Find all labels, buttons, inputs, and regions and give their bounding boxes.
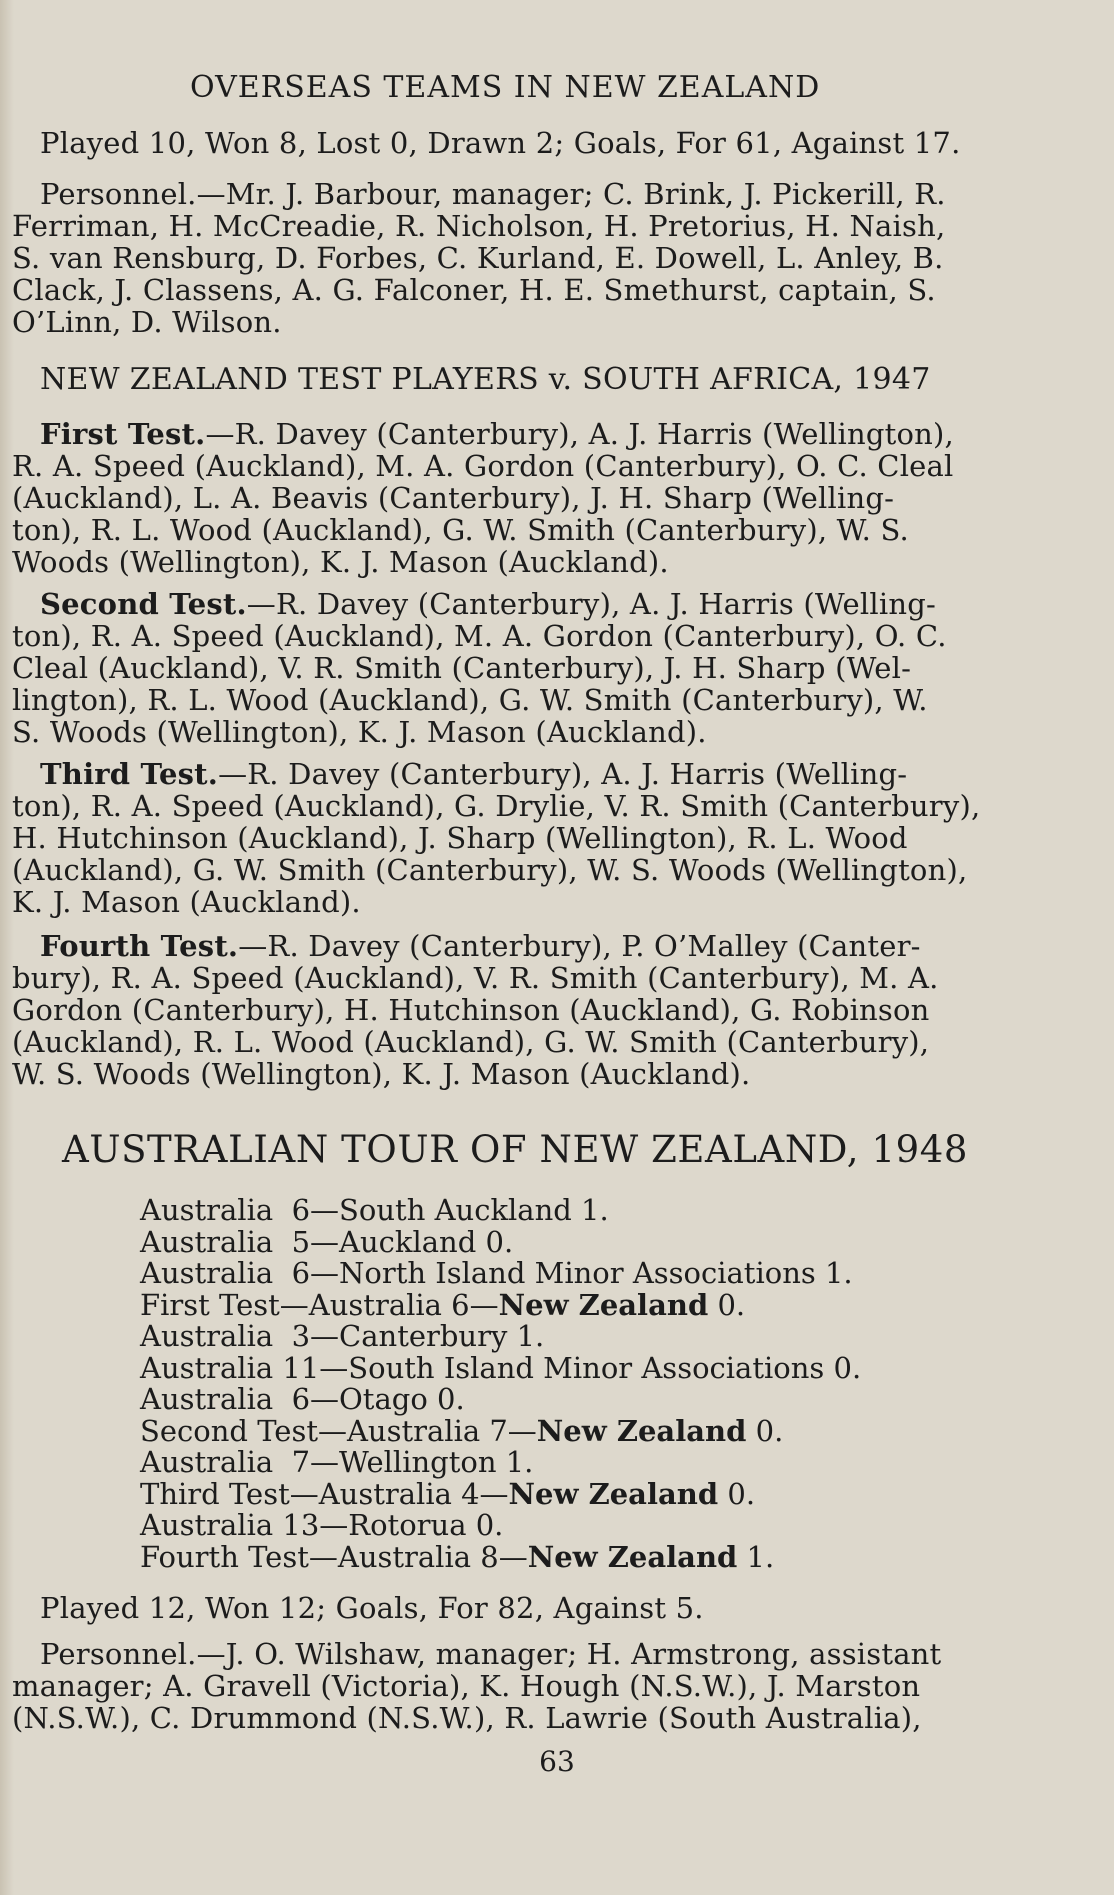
personnel-line: manager; A. Gravell (Victoria), K. Hough (N.S.W.), J. Marston [12,1669,921,1703]
personnel-line: Personnel.—Mr. J. Barbour, manager; C. Brink, J. Pickerill, R. [40,177,946,211]
match-row [140,1320,544,1352]
summary-south-africa-results: Played 10, Won 8, Lost 0, Drawn 2; Goals, For 61, Against 17. [40,126,961,160]
test-line: S. Woods (Wellington), K. J. Mason (Auckland). [12,715,707,749]
match-row [140,1541,774,1573]
test-line-text: —R. Davey (Canterbury), A. J. Harris (Welling- [218,757,908,791]
match-text: Australia 13—Rotorua 0. [140,1508,504,1542]
match-text: Australia 5—Auckland 0. [140,1225,514,1259]
match-text: Fourth Test—Australia 8— [140,1540,528,1574]
test-first-line [40,930,921,962]
test-label: Second Test. [40,587,247,621]
test-line: lington), R. L. Wood (Auckland), G. W. Smith (Canterbury), W. [12,683,928,717]
test-line: Woods (Wellington), K. J. Mason (Auckland). [12,545,669,579]
match-text: Australia 7—Wellington 1. [140,1445,534,1479]
test-line: Gordon (Canterbury), H. Hutchinson (Auckland), G. Robinson [12,993,930,1027]
match-score: 0. [746,1414,784,1448]
match-score: 0. [708,1288,746,1322]
match-text: Australia 3—Canterbury 1. [140,1319,545,1353]
summary-australia-results: Played 12, Won 12; Goals, For 82, Against 5. [40,1591,704,1625]
match-row [140,1194,609,1226]
test-line: bury), R. A. Speed (Auckland), V. R. Smith (Canterbury), M. A. [12,961,939,995]
match-row [140,1478,755,1510]
test-label: First Test. [40,417,206,451]
personnel-line: O’Linn, D. Wilson. [12,305,282,339]
test-line: (Auckland), R. L. Wood (Auckland), G. W. Smith (Canterbury), [12,1025,930,1059]
match-row [140,1383,465,1415]
match-text: Australia 6—Otago 0. [140,1382,465,1416]
test-line-text: —R. Davey (Canterbury), A. J. Harris (Wellington), [205,417,954,451]
match-row [140,1509,503,1541]
match-text: Third Test—Australia 4— [140,1477,509,1511]
personnel-line: Personnel.—J. O. Wilshaw, manager; H. Armstrong, assistant [40,1637,942,1671]
match-row [140,1415,783,1447]
test-line: K. J. Mason (Auckland). [12,885,361,919]
test-line: W. S. Woods (Wellington), K. J. Mason (Auckland). [12,1057,751,1091]
test-line: ton), R. L. Wood (Auckland), G. W. Smith (Canterbury), W. S. [12,513,909,547]
test-line: R. A. Speed (Auckland), M. A. Gordon (Canterbury), O. C. Cleal [12,449,954,483]
test-label: Fourth Test. [40,929,239,963]
heading-australian-tour: AUSTRALIAN TOUR OF NEW ZEALAND, 1948 [62,1128,969,1171]
match-text: Australia 6—North Island Minor Associations 1. [140,1256,853,1290]
test-line: (Auckland), L. A. Beavis (Canterbury), J. H. Sharp (Welling- [12,481,895,515]
match-text: Second Test—Australia 7— [140,1414,537,1448]
match-row [140,1226,513,1258]
test-first-line [40,758,907,790]
test-line: ton), R. A. Speed (Auckland), M. A. Gordon (Canterbury), O. C. [12,619,947,653]
personnel-line: (N.S.W.), C. Drummond (N.S.W.), R. Lawrie (South Australia), [12,1701,922,1735]
match-text: Australia 11—South Island Minor Associations 0. [140,1351,862,1385]
match-row [140,1289,745,1321]
test-first-line [40,588,936,620]
page-number: 63 [539,1745,575,1778]
test-line: ton), R. A. Speed (Auckland), G. Drylie, V. R. Smith (Canterbury), [12,789,981,823]
match-opponent-bold: New Zealand [508,1477,719,1511]
personnel-line: Clack, J. Classens, A. G. Falconer, H. E. Smethurst, captain, S. [12,273,936,307]
match-opponent-bold: New Zealand [527,1540,738,1574]
heading-overseas-teams: OVERSEAS TEAMS IN NEW ZEALAND [190,70,821,105]
match-row [140,1446,533,1478]
heading-nz-test-players: NEW ZEALAND TEST PLAYERS v. SOUTH AFRICA, 1947 [40,362,931,397]
match-row [140,1257,853,1289]
match-score: 0. [718,1477,756,1511]
match-text: Australia 6—South Auckland 1. [140,1193,609,1227]
test-line-text: —R. Davey (Canterbury), P. O’Malley (Canter- [238,929,921,963]
test-label: Third Test. [40,757,219,791]
personnel-line: Ferriman, H. McCreadie, R. Nicholson, H. Pretorius, H. Naish, [12,209,946,243]
match-row [140,1352,861,1384]
match-opponent-bold: New Zealand [498,1288,709,1322]
test-line: H. Hutchinson (Auckland), J. Sharp (Wellington), R. L. Wood [12,821,908,855]
test-line: (Auckland), G. W. Smith (Canterbury), W. S. Woods (Wellington), [12,853,968,887]
test-first-line [40,418,954,450]
match-opponent-bold: New Zealand [536,1414,747,1448]
personnel-line: S. van Rensburg, D. Forbes, C. Kurland, E. Dowell, L. Anley, B. [12,241,944,275]
test-line-text: —R. Davey (Canterbury), A. J. Harris (Welling- [246,587,936,621]
match-score: 1. [737,1540,775,1574]
test-line: Cleal (Auckland), V. R. Smith (Canterbury), J. H. Sharp (Wel- [12,651,912,685]
match-text: First Test—Australia 6— [140,1288,499,1322]
